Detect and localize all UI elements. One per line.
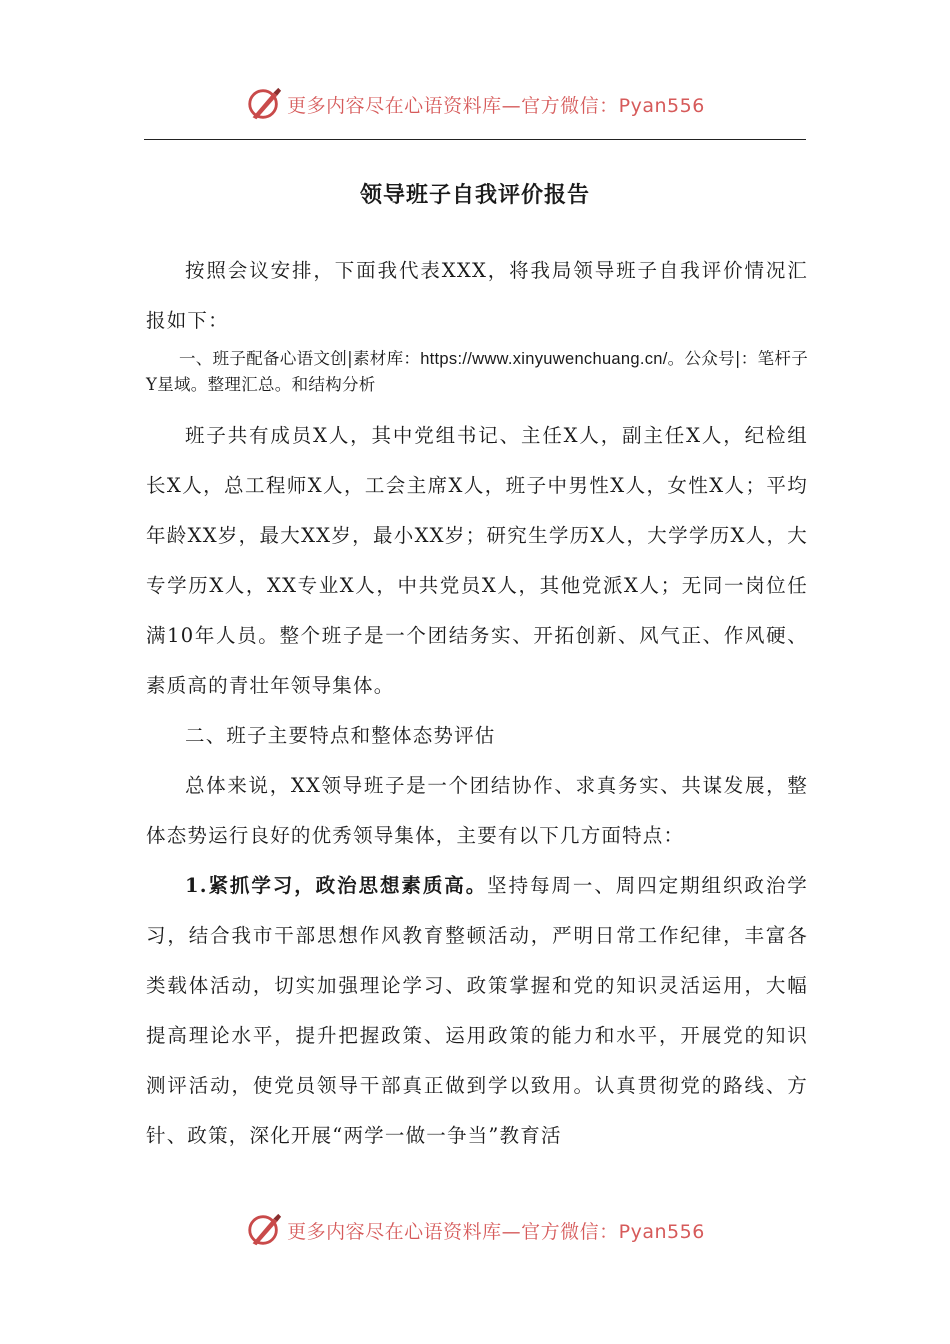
paragraph-overall-assessment: 总体来说，XX领导班子是一个团结协作、求真务实、共谋发展，整体态势运行良好的优秀领导集体，主要有以下几方面特点： xyxy=(146,774,808,847)
header-banner xyxy=(0,82,950,126)
point-one-heading: 1.紧抓学习，政治思想素质高。 xyxy=(185,874,488,897)
header-divider xyxy=(144,139,806,140)
point-one-text: 坚持每周一、周四定期组织政治学习，结合我市干部思想作风教育整顿活动，严明日常工作纪律，丰富各类载体活动，切实加强理论学习、政策掌握和党的知识灵活运用，大幅提高理论水平，提升把握政策、运用政策的能力和水平，开展党的知识测评活动，使党员领导干部真正做到学以致用。认真贯彻党的路线、方针、政策，深化开展“两学一做一争当”教育活 xyxy=(146,874,808,1147)
header-banner-text: 更多内容尽在心语资料库—官方微信：Pyan556 xyxy=(287,94,705,117)
section-two-heading: 二、班子主要特点和整体态势评估 xyxy=(185,724,496,747)
pen-logo-icon xyxy=(245,1211,283,1249)
paragraph-intro: 按照会议安排，下面我代表XXX，将我局领导班子自我评价情况汇报如下： xyxy=(146,259,808,332)
paragraph-section-one xyxy=(146,346,808,397)
paragraph-point-one xyxy=(146,861,808,1161)
footer-banner xyxy=(0,1208,950,1252)
document-title: 领导班子自我评价报告 xyxy=(359,182,590,208)
section-one-url: https://www.xinyuwenchuang.cn/ xyxy=(420,350,668,368)
footer-banner-text: 更多内容尽在心语资料库—官方微信：Pyan556 xyxy=(287,1220,705,1243)
document-body xyxy=(146,246,808,1161)
paragraph-team-composition: 班子共有成员X人，其中党组书记、主任X人，副主任X人，纪检组长X人，总工程师X人，工会主席X人，班子中男性X人，女性X人；平均年龄XX岁，最大XX岁，最小XX岁；研究生学历X人，大学学历X人，大专学历X人，XX专业X人，中共党员X人，其他党派X人；无同一岗位任满10年人员。整个班子是一个团结务实、开拓创新、风气正、作风硬、素质高的青壮年领导集体。 xyxy=(146,424,808,697)
pen-logo-icon xyxy=(245,85,283,123)
section-one-text-a: 一、班子配备心语文创|素材库： xyxy=(179,349,421,368)
section-one-text-b: 。公众号|：笔杆子Y星域。整理汇总。和结构分析 xyxy=(146,349,808,394)
